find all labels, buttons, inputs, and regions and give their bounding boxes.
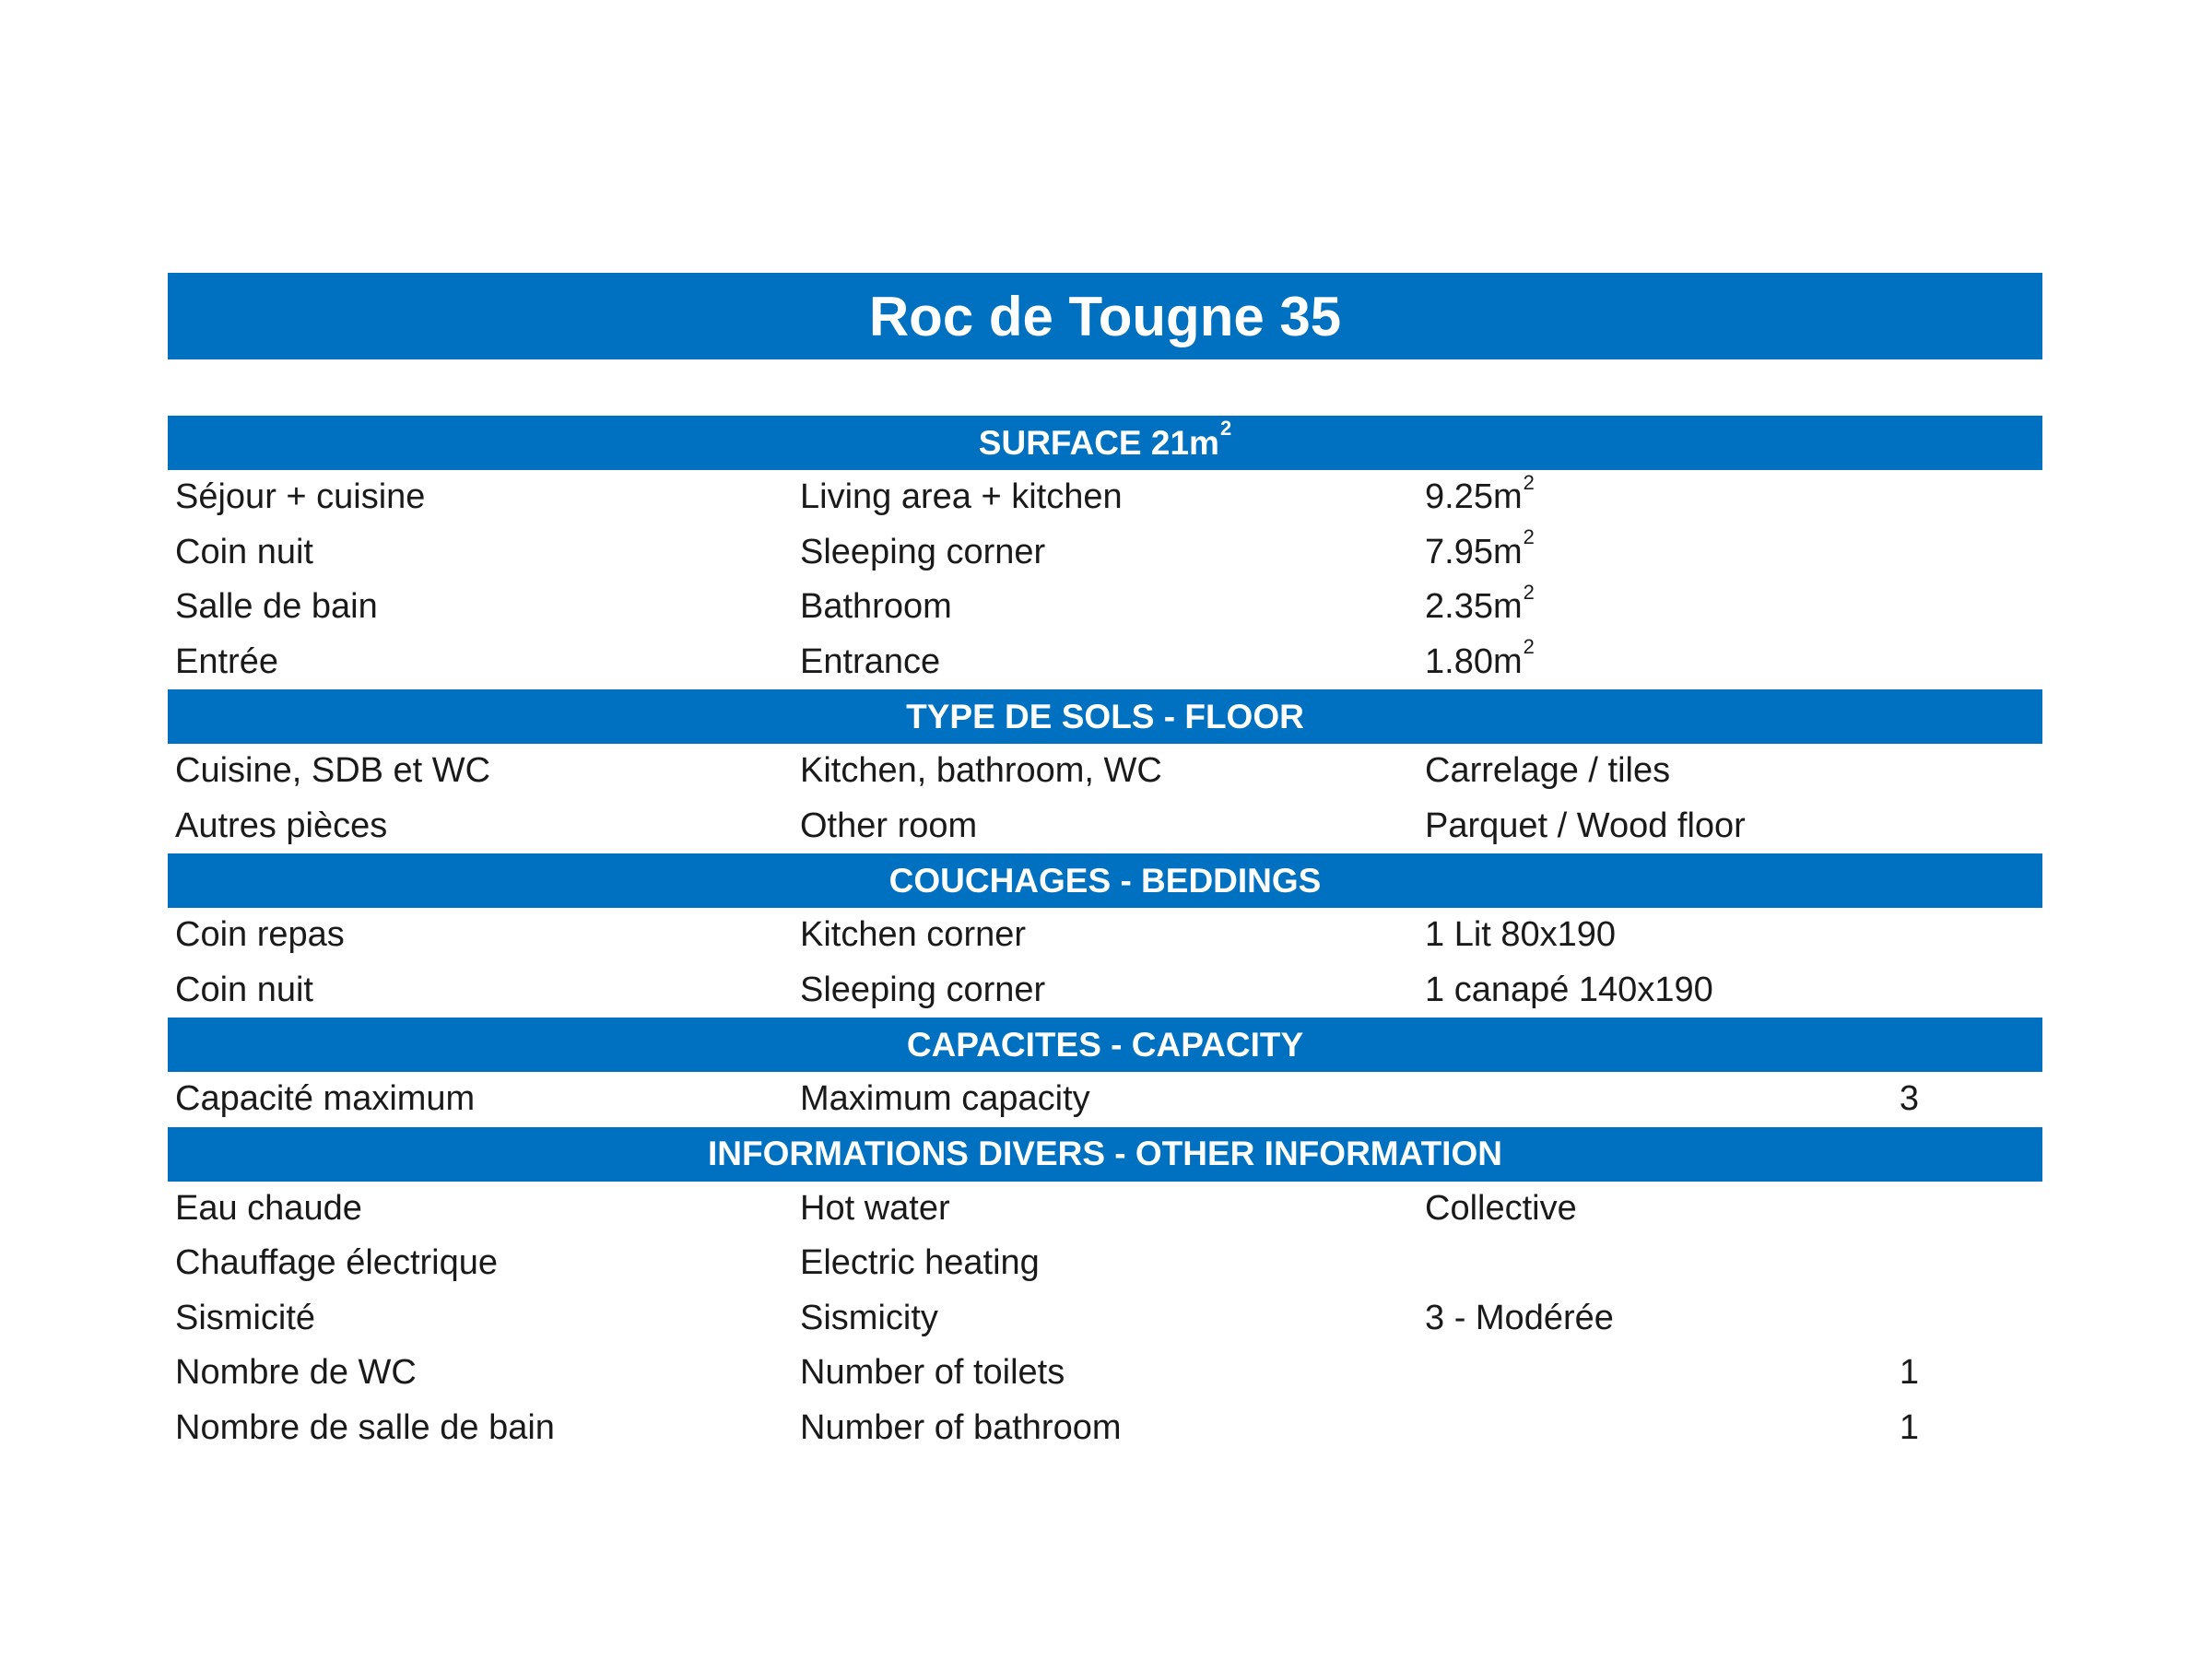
label-en: Kitchen, bathroom, WC [800, 751, 1162, 791]
section-header [168, 1127, 2042, 1182]
label-fr: Séjour + cuisine [175, 477, 426, 517]
superscript: 2 [1523, 580, 1535, 604]
superscript: 2 [1219, 416, 1232, 440]
table-row [168, 963, 2042, 1018]
label-en: Entrance [800, 641, 941, 681]
label-en: Other room [800, 806, 978, 845]
section-header [168, 416, 2042, 470]
section-header-label: TYPE DE SOLS - FLOOR [906, 697, 1304, 735]
label-en: Sismicity [800, 1298, 938, 1337]
value-cell [1425, 1291, 1614, 1347]
value-text: 1 canapé 140x190 [1425, 970, 1713, 1009]
table-row [168, 1236, 2042, 1291]
label-en: Sleeping corner [800, 970, 1046, 1009]
section-header-label: COUCHAGES - BEDDINGS [888, 861, 1322, 900]
table-row [168, 1291, 2042, 1347]
label-fr: Coin repas [175, 915, 345, 955]
label-fr: Sismicité [175, 1298, 316, 1337]
section-header [168, 853, 2042, 908]
value-cell [1425, 470, 1535, 525]
label-en: Bathroom [800, 587, 952, 627]
label-fr: Chauffage électrique [175, 1243, 498, 1283]
value-cell [1425, 525, 1535, 581]
value-text: 2.35m [1425, 587, 1523, 627]
label-fr: Entrée [175, 641, 278, 681]
label-en: Living area + kitchen [800, 477, 1123, 517]
label-en: Hot water [800, 1188, 950, 1228]
table-row [168, 799, 2042, 854]
table-row [168, 1182, 2042, 1237]
table-row [168, 635, 2042, 690]
label-en: Number of toilets [800, 1353, 1065, 1393]
label-fr: Eau chaude [175, 1188, 362, 1228]
label-fr: Capacité maximum [175, 1079, 476, 1119]
section-header [168, 689, 2042, 744]
value-text: 3 - Modérée [1425, 1298, 1614, 1337]
label-fr: Cuisine, SDB et WC [175, 751, 491, 791]
section-header-label: INFORMATIONS DIVERS - OTHER INFORMATION [708, 1135, 1502, 1172]
superscript: 2 [1523, 470, 1535, 494]
table-row [168, 470, 2042, 525]
page-title: Roc de Tougne 35 [168, 273, 2042, 359]
superscript: 2 [1523, 635, 1535, 659]
section-header [168, 1018, 2042, 1072]
value-text: 3 [1899, 1079, 1919, 1119]
value-text: 1 Lit 80x190 [1425, 915, 1617, 955]
value-cell [1425, 963, 1713, 1018]
table-row [168, 908, 2042, 963]
value-cell [1425, 1401, 1919, 1456]
value-cell [1425, 1346, 1919, 1401]
value-cell [1425, 744, 1670, 799]
value-text: 1.80m [1425, 641, 1523, 681]
label-fr: Salle de bain [175, 587, 378, 627]
value-text: Collective [1425, 1188, 1577, 1228]
label-en: Number of bathroom [800, 1407, 1122, 1447]
superscript: 2 [1523, 525, 1535, 549]
value-cell [1425, 580, 1535, 635]
value-text: 1 [1899, 1353, 1919, 1393]
label-fr: Coin nuit [175, 532, 313, 571]
table-row [168, 1346, 2042, 1401]
info-table [168, 416, 2042, 1455]
table-row [168, 1401, 2042, 1456]
value-cell [1425, 908, 1616, 963]
value-cell [1425, 635, 1535, 690]
table-row [168, 744, 2042, 799]
label-en: Maximum capacity [800, 1079, 1090, 1119]
section-header-label: CAPACITES - CAPACITY [906, 1025, 1304, 1064]
value-text: 7.95m [1425, 532, 1523, 571]
value-cell [1425, 1182, 1577, 1237]
table-row [168, 1072, 2042, 1127]
label-fr: Coin nuit [175, 970, 313, 1009]
value-cell [1425, 799, 1746, 854]
label-en: Kitchen corner [800, 915, 1027, 955]
section-header-label: SURFACE 21m [978, 423, 1219, 462]
value-text: Parquet / Wood floor [1425, 806, 1746, 845]
label-en: Sleeping corner [800, 532, 1046, 571]
value-cell [1425, 1072, 1919, 1127]
label-fr: Nombre de salle de bain [175, 1407, 555, 1447]
value-text: 1 [1899, 1407, 1919, 1447]
table-row [168, 525, 2042, 581]
label-fr: Nombre de WC [175, 1353, 417, 1393]
value-text: Carrelage / tiles [1425, 751, 1671, 791]
table-row [168, 580, 2042, 635]
value-text: 9.25m [1425, 477, 1523, 517]
label-fr: Autres pièces [175, 806, 388, 845]
label-en: Electric heating [800, 1243, 1040, 1283]
